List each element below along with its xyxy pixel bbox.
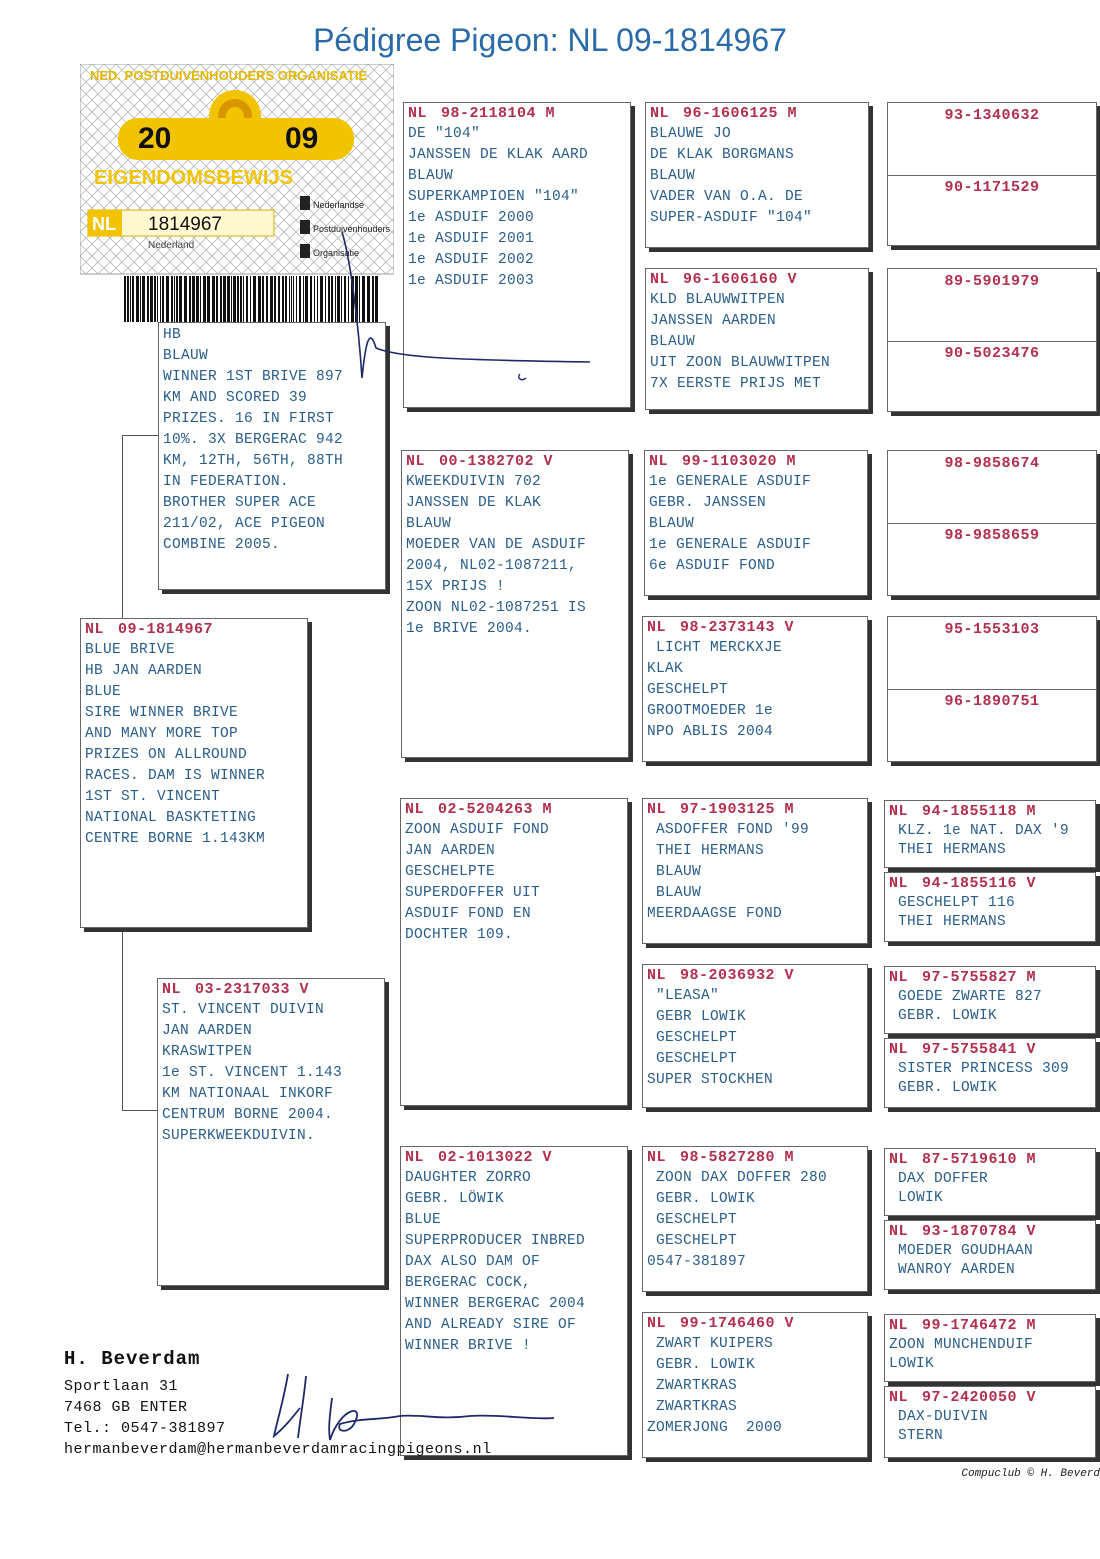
year-right: 09 <box>285 122 319 155</box>
country-code: NL <box>650 105 670 122</box>
country-code: NL <box>889 1041 909 1058</box>
side-line-2: Postduivenhouders <box>313 224 391 234</box>
country-code: NL <box>405 1149 425 1166</box>
pigeon-details: 1e GENERALE ASDUIF GEBR. JANSSEN BLAUW 1e GENERALE ASDUIF 6e ASDUIF FOND <box>649 474 812 574</box>
owner-street: Sportlaan 31 <box>64 1378 179 1395</box>
pigeon-details: ZWART KUIPERS GEBR. LOWIK ZWARTKRAS ZWARTKRAS ZOMERJONG 2000 <box>647 1336 783 1436</box>
country-code: NL <box>650 271 670 288</box>
ring-number: 94-1855118 M <box>922 803 1037 820</box>
ancestor-card <box>642 616 868 762</box>
ring-number: 98-2036932 V <box>680 967 795 984</box>
pigeon-details: LICHT MERCKXJE KLAK GESCHELPT GROOTMOEDER 1e NPO ABLIS 2004 <box>647 640 783 740</box>
ring-number: 96-1606160 V <box>683 271 798 288</box>
ring-number: 89-5901979 <box>944 273 1040 290</box>
ring-number: 98-9858659 <box>944 527 1040 544</box>
ring-number: 87-5719610 M <box>922 1151 1037 1168</box>
country-code: NL <box>647 619 667 636</box>
pigeon-details: ASDOFFER FOND '99 THEI HERMANS BLAUW BLAUW MEERDAAGSE FOND <box>647 822 810 922</box>
country-code: NL <box>649 453 669 470</box>
ancestor-small-card <box>884 1220 1096 1290</box>
pigeon-details: GOEDE ZWARTE 827 GEBR. LOWIK <box>898 989 1043 1024</box>
ring-number: 97-5755827 M <box>922 969 1037 986</box>
ring-number: 90-5023476 <box>944 345 1040 362</box>
connector <box>122 1110 158 1111</box>
pigeon-details: DAX-DUIVIN STERN <box>898 1409 989 1444</box>
ancestor-card <box>645 268 869 410</box>
footer-credit: Compuclub © H. Beverd <box>961 1468 1100 1480</box>
pen-stroke <box>340 228 600 388</box>
certificate-country: NL <box>92 214 116 234</box>
dam-card <box>157 978 385 1286</box>
pigeon-details: KLZ. 1e NAT. DAX '9 THEI HERMANS <box>898 823 1070 858</box>
certificate-label: EIGENDOMSBEWIJS <box>94 167 293 189</box>
pigeon-details: KLD BLAUWWITPEN JANSSEN AARDEN BLAUW UIT ZOON BLAUWWITPEN 7X EERSTE PRIJS MET <box>650 292 831 392</box>
subject-details: BLUE BRIVE HB JAN AARDEN BLUE SIRE WINNER BRIVE AND MANY MORE TOP PRIZES ON ALLROUND RACES. DAM IS WINNER 1ST ST. VINCENT NATIONAL BASKTETING CENTRE BORNE 1.143KM <box>85 642 266 847</box>
ring-number: 02-5204263 M <box>438 801 553 818</box>
ring-number: 90-1171529 <box>944 179 1040 196</box>
ring-number: 94-1855116 V <box>922 875 1037 892</box>
ring-number: 97-2420050 V <box>922 1389 1037 1406</box>
ancestor-card <box>642 798 868 944</box>
owner-phone: Tel.: 0547-381897 <box>64 1420 226 1437</box>
ring-number: 96-1606125 M <box>683 105 798 122</box>
pigeon-details: DAUGHTER ZORRO GEBR. LÖWIK BLUE SUPERPRODUCER INBRED DAX ALSO DAM OF BERGERAC COCK, WINNER BERGERAC 2004 AND ALREADY SIRE OF WINNER BRIVE ! <box>405 1170 586 1354</box>
country-code: NL <box>647 1149 667 1166</box>
connector <box>122 930 123 1110</box>
country-code: NL <box>647 801 667 818</box>
ring-number: 98-9858674 <box>944 455 1040 472</box>
country-code: NL <box>889 1223 909 1240</box>
sire-details: HB BLAUW WINNER 1ST BRIVE 897 KM AND SCORED 39 PRIZES. 16 IN FIRST 10%. 3X BERGERAC 942 KM, 12TH, 56TH, 88TH IN FEDERATION. BROTHER SUPER ACE 211/02, ACE PIGEON COMBINE 2005. <box>163 327 344 553</box>
ring-number: 99-1746472 M <box>922 1317 1037 1334</box>
year-left: 20 <box>138 122 172 155</box>
country-code: NL <box>647 1315 667 1332</box>
ring-number: 96-1890751 <box>944 693 1040 710</box>
ancestor-small-card <box>884 1386 1096 1458</box>
country-code: NL <box>647 967 667 984</box>
ring-number: 97-5755841 V <box>922 1041 1037 1058</box>
pigeon-details: KWEEKDUIVIN 702 JANSSEN DE KLAK BLAUW MOEDER VAN DE ASDUIF 2004, NL02-1087211, 15X PRIJS ! ZOON NL02-1087251 IS 1e BRIVE 2004. <box>406 474 587 637</box>
country-code: NL <box>408 105 428 122</box>
country-code: NL <box>889 803 909 820</box>
ancestor-card <box>642 964 868 1108</box>
pigeon-details: DAX DOFFER LOWIK <box>898 1171 989 1206</box>
ring-number: 98-2373143 V <box>680 619 795 636</box>
ring-number: 93-1340632 <box>944 107 1040 124</box>
pigeon-details: ZOON MUNCHENDUIF LOWIK <box>889 1337 1034 1372</box>
grandparent-card <box>400 798 628 1106</box>
side-line-3: Organisatie <box>313 248 360 258</box>
country-code: NL <box>405 801 425 818</box>
country-code: NL <box>85 621 105 638</box>
ring-number: 97-1903125 M <box>680 801 795 818</box>
ancestor-small-card <box>884 1314 1096 1382</box>
ring-number: 98-5827280 M <box>680 1149 795 1166</box>
country-code: NL <box>889 969 909 986</box>
ancestor-pair-box <box>887 616 1097 762</box>
certificate-country-name: Nederland <box>148 240 195 251</box>
ancestor-small-card <box>884 1038 1096 1108</box>
ring-number: 98-2118104 M <box>441 105 556 122</box>
dam-ring: 03-2317033 V <box>195 981 310 998</box>
ancestor-small-card <box>884 966 1096 1034</box>
ring-number: 99-1746460 V <box>680 1315 795 1332</box>
page-title: Pédigree Pigeon: NL 09-1814967 <box>313 22 787 58</box>
ring-number: 00-1382702 V <box>439 453 554 470</box>
pigeon-details: DE "104" JANSSEN DE KLAK AARD BLAUW SUPERKAMPIOEN "104" 1e ASDUIF 2000 1e ASDUIF 2001 1e ASDUIF 2002 1e ASDUIF 2003 <box>408 126 589 289</box>
ancestor-card <box>644 450 868 596</box>
owner-city: 7468 GB ENTER <box>64 1399 188 1416</box>
pigeon-details: SISTER PRINCESS 309 GEBR. LOWIK <box>898 1061 1070 1096</box>
ring-number: 95-1553103 <box>944 621 1040 638</box>
country-code: NL <box>889 1151 909 1168</box>
ancestor-pair-box <box>887 102 1097 246</box>
connector <box>122 435 158 436</box>
ring-number: 02-1013022 V <box>438 1149 553 1166</box>
certificate-org: NED. POSTDUIVENHOUDERS ORGANISATIE <box>90 68 368 83</box>
owner-email: hermanbeverdam@hermanbeverdamracingpigeons.nl <box>64 1441 492 1458</box>
country-code: NL <box>406 453 426 470</box>
connector <box>122 435 123 620</box>
pigeon-details: BLAUWE JO DE KLAK BORGMANS BLAUW VADER VAN O.A. DE SUPER-ASDUIF "104" <box>650 126 813 226</box>
pigeon-details: GESCHELPT 116 THEI HERMANS <box>898 895 1016 930</box>
signature-icon <box>270 1368 560 1448</box>
grandparent-card <box>401 450 629 758</box>
dam-details: ST. VINCENT DUIVIN JAN AARDEN KRASWITPEN 1e ST. VINCENT 1.143 KM NATIONAAL INKORF CENTRUM BORNE 2004. SUPERKWEEKDUIVIN. <box>162 1002 343 1144</box>
ancestor-card <box>645 102 869 248</box>
ring-number: 99-1103020 M <box>682 453 797 470</box>
ancestor-small-card <box>884 800 1096 868</box>
ancestor-pair-box <box>887 268 1097 412</box>
ancestor-small-card <box>884 872 1096 942</box>
ancestor-card <box>642 1312 868 1458</box>
ring-number: 93-1870784 V <box>922 1223 1037 1240</box>
pigeon-details: ZOON ASDUIF FOND JAN AARDEN GESCHELPTE SUPERDOFFER UIT ASDUIF FOND EN DOCHTER 109. <box>405 822 550 943</box>
ancestor-card <box>642 1146 868 1292</box>
pigeon-details: ZOON DAX DOFFER 280 GEBR. LOWIK GESCHELPT GESCHELPT 0547-381897 <box>647 1170 828 1270</box>
pigeon-details: "LEASA" GEBR LOWIK GESCHELPT GESCHELPT SUPER STOCKHEN <box>647 988 774 1088</box>
certificate-ring: 1814967 <box>148 214 222 235</box>
country-code: NL <box>162 981 182 998</box>
subject-ring: 09-1814967 <box>118 621 214 638</box>
ancestor-pair-box <box>887 450 1097 596</box>
country-code: NL <box>889 875 909 892</box>
owner-name: H. Beverdam <box>64 1348 201 1370</box>
side-line-1: Nederlandse <box>313 200 365 210</box>
pigeon-details: MOEDER GOUDHAAN WANROY AARDEN <box>898 1243 1034 1278</box>
country-code: NL <box>889 1389 909 1406</box>
ancestor-small-card <box>884 1148 1096 1216</box>
subject-card <box>80 618 308 928</box>
country-code: NL <box>889 1317 909 1334</box>
